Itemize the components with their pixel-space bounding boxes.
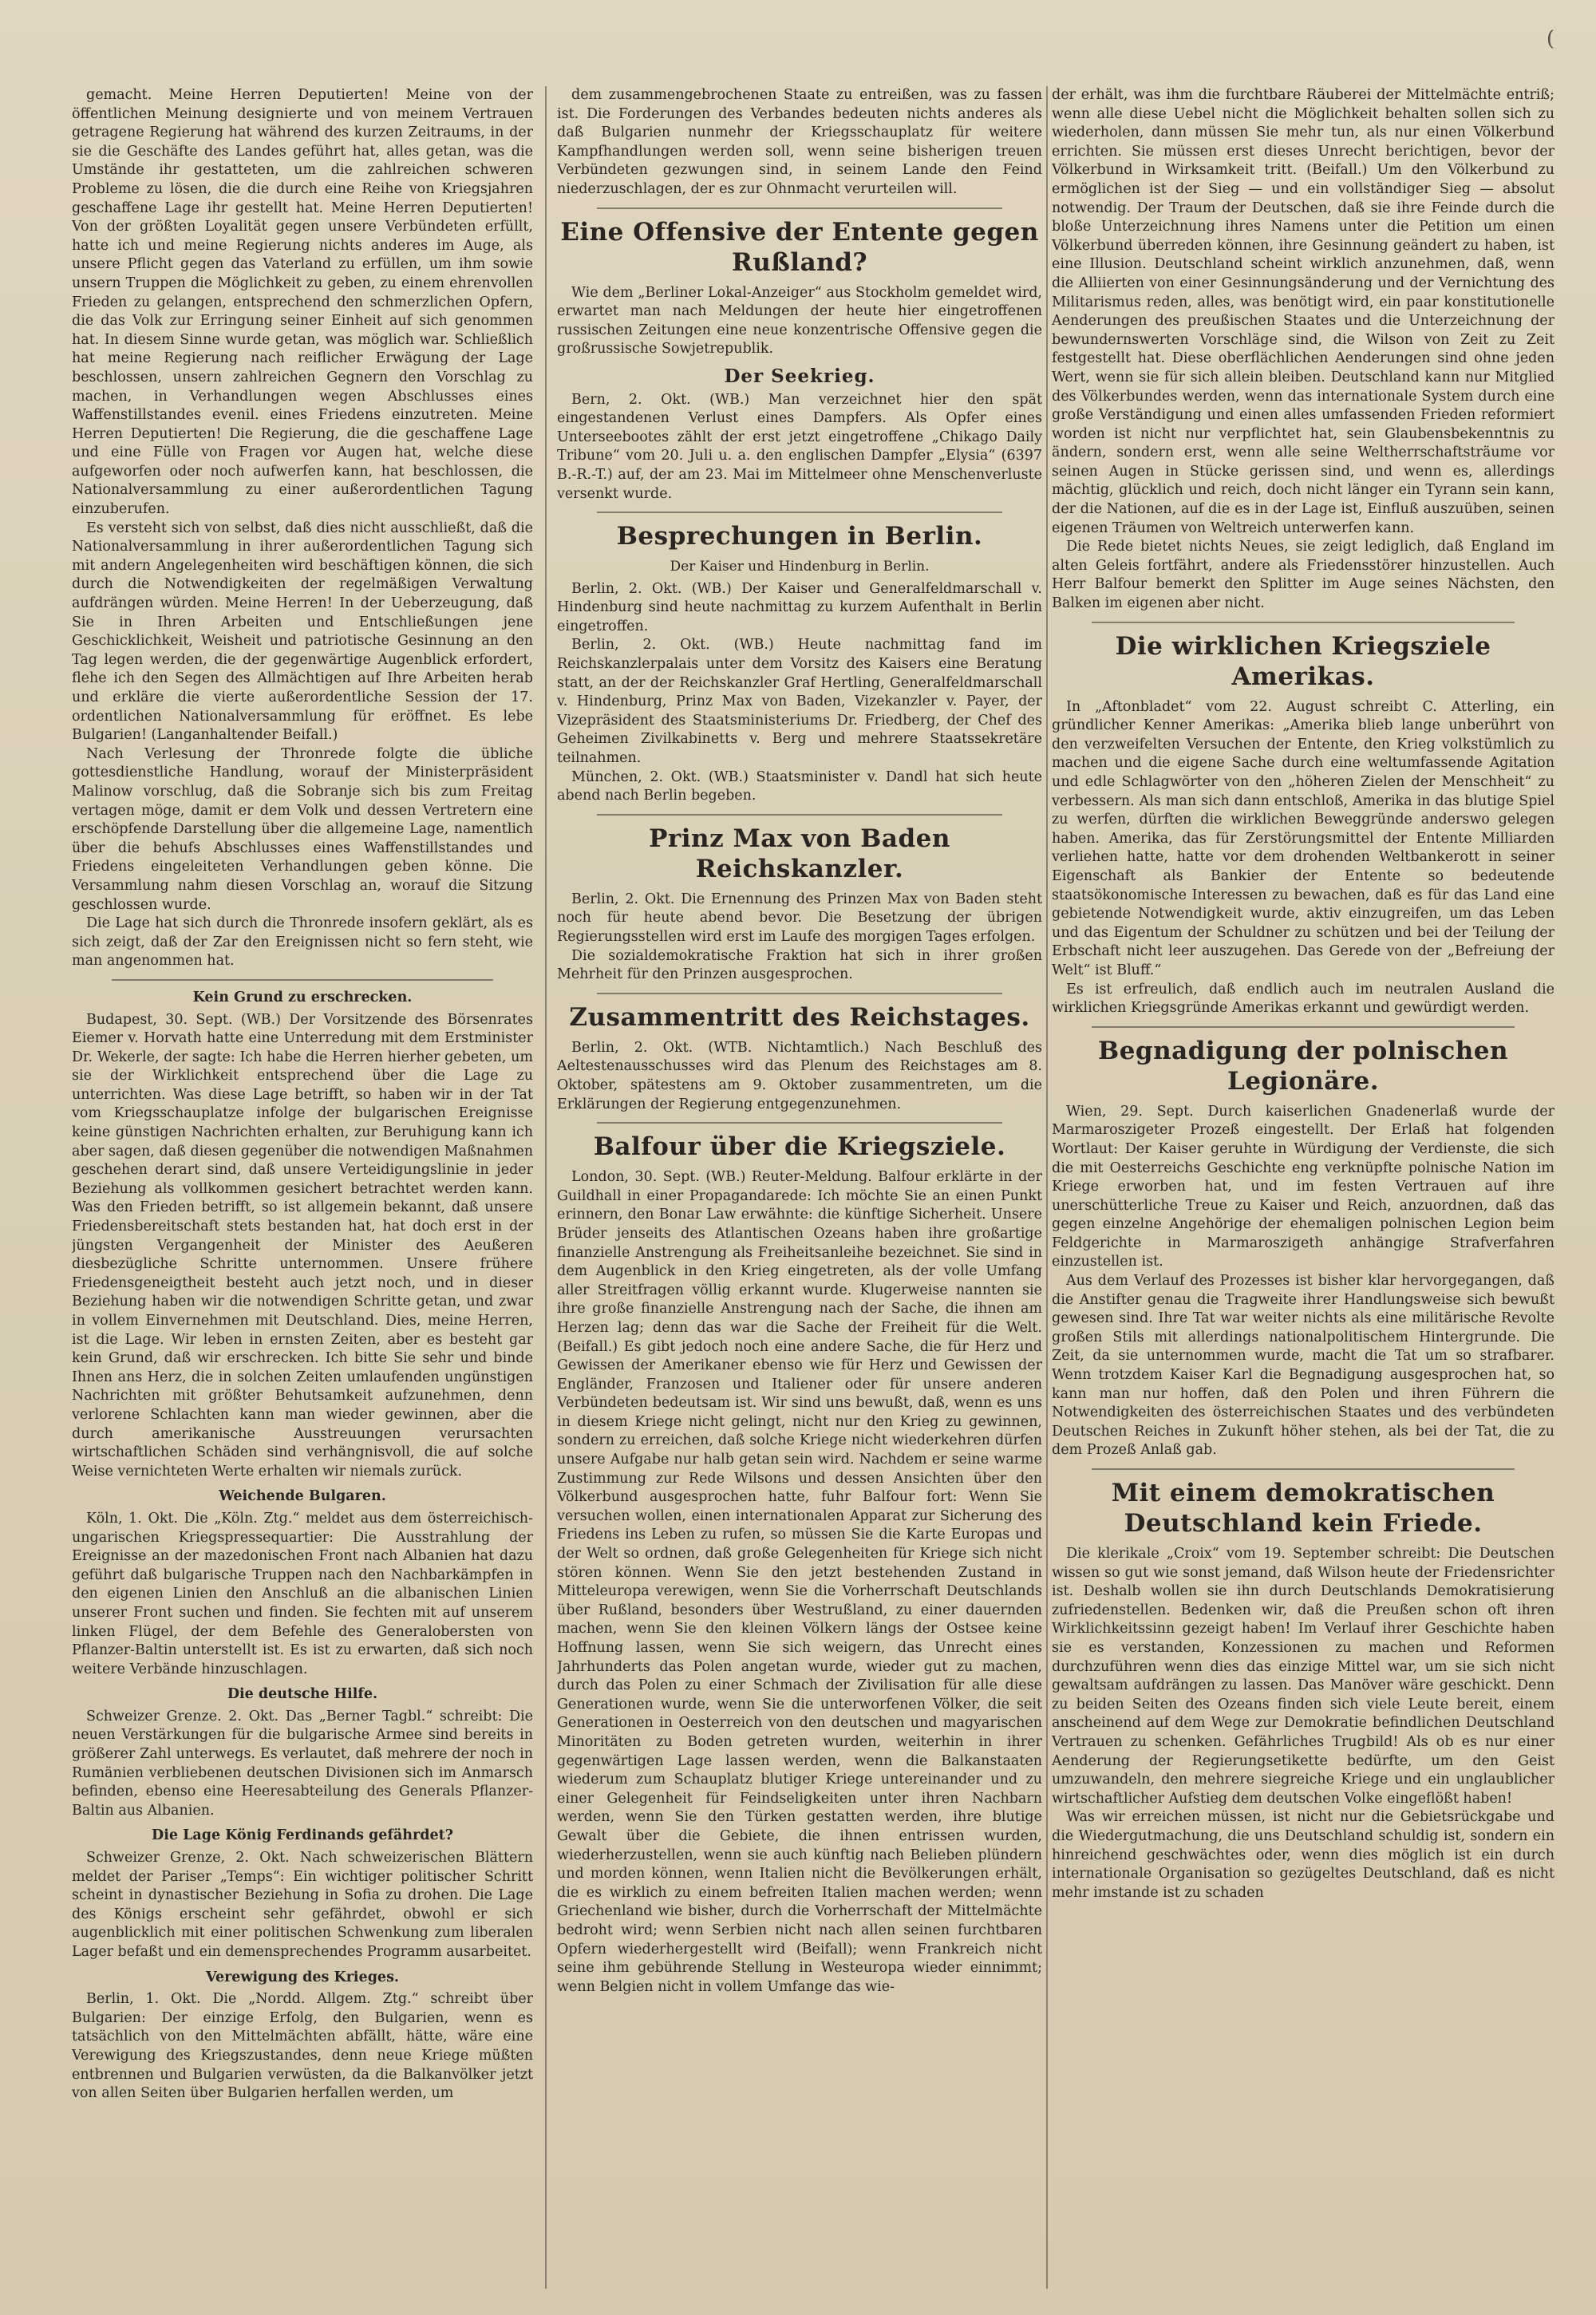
article-paragraph: Bern, 2. Okt. (WB.) Man verzeichnet hier den spät eingestandenen Verlust eines Dampfers. Als Opfer eines Unterseebootes zählt der erst jetzt eingetroffene „Chikago Daily Tribune“ vom 20. Juli u. a. den englischen Dampfer „Elysia“ (6397 B.-R.-T.) auf, der am 23. Mai im Mittelmeer ohne Menschenverluste versenkt wurde. — [557, 391, 1042, 502]
separator-rule — [597, 1122, 1002, 1124]
column-rule — [545, 86, 547, 2289]
article-paragraph: Wie dem „Berliner Lokal-Anzeiger“ aus Stockholm gemeldet wird, erwartet man nach Meldungen der heute hier eingetroffenen russischen Zeitungen eine neue konzentrische Offensive gegen die großrussische Sowjetrepublik. — [557, 284, 1042, 358]
separator-rule — [112, 979, 493, 981]
article-paragraph: Es ist erfreulich, daß endlich auch im neutralen Ausland die wirklichen Kriegsgründe Amerikas erkannt und gewürdigt werden. — [1052, 981, 1555, 1017]
article-paragraph: München, 2. Okt. (WB.) Staatsminister v. Dandl hat sich heute abend nach Berlin begeben. — [557, 768, 1042, 804]
article-paragraph: Berlin, 1. Okt. Die „Nordd. Allgem. Ztg.“ schreibt über Bulgarien: Der einzige Erfolg, den Bulgarien, wenn es tatsächlich von den Mittelmächten abfällt, hätte, wäre eine Verewigung des Kriegszustandes, denn neue Kriege müßten entbrennen und Bulgarien verwüsten, da die Balkanvölker jetzt von allen Seiten über Bulgarien herfallen werden, um — [72, 1991, 533, 2102]
article-paragraph: Nach Verlesung der Thronrede folgte die übliche gottesdienstliche Handlung, worauf der Ministerpräsident Malinow vorschlug, daß die Sobranje sich bis zum Freitag vertagen möge, damit er dem Volk und dessen Vertretern eine erschöpfende Darstellung über die allgemeine Lage, namentlich über die behufs Abschlusses eines Waffenstillstandes und Friedens eingeleiteten Verhandlungen geben könne. Die Versammlung nahm diesen Vorschlag an, worauf die Sitzung geschlossen wurde. — [72, 745, 533, 913]
separator-rule — [597, 993, 1002, 994]
column-2 — [557, 86, 1042, 2297]
article-headline: Mit einem demokratischen Deutschland kein Friede. — [1111, 1479, 1495, 1538]
article-paragraph: In „Aftonbladet“ vom 22. August schreibt C. Atterling, ein gründlicher Kenner Amerikas: „Amerika blieb lange unberührt von den verzweifelten Versuchen der Entente, den Krieg volkstümlich zu machen und die eigene Sache durch eine weltumfassende Agitation und edle Schlagwörter von den „höheren Zielen der Menschheit“ zu verbessern. Als man sich dann entschloß, Amerika in das blutige Spiel zu werfen, dürften die wirklichen Beweggründe anderswo gelegen haben. Amerika, das für Zerstörungsmittel der Entente Milliarden verliehen hatte, hatte vor dem drohenden Weltbankerott in seiner Eigenschaft als Bankier der Entente so bedeutende staatsökonomische Interessen zu bewachen, daß es für das Land eine gebietende Notwendigkeit wurde, aktiv einzugreifen, um das Leben und das Eigentum der Schuldner zu schützen und bei der Teilung der Erbschaft nicht leer auszugehen. Das Gerede von der „Befreiung der Welt“ ist Bluff.“ — [1052, 698, 1555, 978]
article-paragraph: Budapest, 30. Sept. (WB.) Der Vorsitzende des Börsenrates Eiemer v. Horvath hatte eine Unterredung mit dem Erstminister Dr. Wekerle, der sagte: Ich habe die Herren hierher gebeten, um sie der Wirklichkeit entsprechend über die Lage zu unterrichten. Was diese Lage betrifft, so haben wir in der Tat vom Kriegsschauplatze infolge der bulgarischen Ereignisse keine günstigen Nachrichten erhalten, zur Beruhigung kann ich aber sagen, daß diesen gegenüber die notwendigen Maßnahmen geschehen derart sind, daß unsere Verteidigungslinie in jeder Beziehung als vollkommen gesichert betrachtet werden kann. Was den Frieden betrifft, so ist allgemein bekannt, daß unsere Friedensbereitschaft stets bestanden hat, hat doch erst in der jüngsten Vergangenheit der Minister des Aeußeren diesbezügliche Schritte unternommen. Unsere frühere Friedensgeneigtheit besteht auch jetzt noch, und in dieser Beziehung haben wir die notwendigen Schritte getan, und zwar in vollem Einvernehmen mit Deutschland. Dies, meine Herren, ist die Lage. Wir leben in ernsten Zeiten, aber es besteht gar kein Grund, daß wir erschrecken. Ich bitte Sie sehr und binde Ihnen ans Herz, die in solchen Zeiten umlaufenden ungünstigen Nachrichten mit größter Behutsamkeit aufzunehmen, denn verlorene Schlachten kann man wieder gewinnen, aber die durch amerikanische Ausstreuungen verursachten wirtschaftlichen Schäden sind verhängnisvoll, die auf solche Weise vernichteten Werte erhalten wir niemals zurück. — [72, 1011, 533, 1479]
article-headline: Begnadigung der polnischen Legionäre. — [1098, 1036, 1508, 1096]
article-paragraph: Berlin, 2. Okt. (WB.) Der Kaiser und Generalfeldmarschall v. Hindenburg sind heute nachmittag zu kurzem Aufenthalt in Berlin eingetroffen. — [557, 580, 1042, 634]
article-paragraph: gemacht. Meine Herren Deputierten! Meine von der öffentlichen Meinung designierte und von meinem Vertrauen getragene Regierung hat während des kurzen Zeitraums, in der sie die Geschäfte des Landes geführt hat, alles getan, was die Umstände ihr gestatteten, um die zahlreichen schweren Probleme zu lösen, die die durch eine Reihe von Kriegsjahren geschaffene Lage ihr gestellt hat. Meine Herren Deputierten! Von der größten Loyalität gegen unsere Verbündeten erfüllt, hatte ich und meine Regierung nichts anderes im Auge, als unsere Pflicht gegen das Vaterland zu erfüllen, um ihm sowie unsern Truppen die Möglichkeit zu geben, zu einem ehrenvollen Frieden zu gelangen, entsprechend den schmerzlichen Opfern, die das Volk zur Erringung seiner Einheit auf sich genommen hat. In diesem Sinne wurde getan, was möglich war. Schließlich hat meine Regierung nach reiflicher Erwägung der Lage beschlossen, unsern zahlreichen Gegnern den Vorschlag zu machen, in Verhandlungen wegen Abschlusses eines Waffenstillstandes evenil. eines Friedens einzutreten. Meine Herren Deputierten! Die Regierung, die die geschaffene Lage und eine Fülle von Fragen vor Augen hat, welche diese aufgeworfen oder noch aufwerfen kann, hat beschlossen, die Nationalversammlung zu einer außerordentlichen Tagung einzuberufen. — [72, 87, 533, 518]
article-headline: Besprechungen in Berlin. — [616, 522, 983, 551]
article-paragraph: Die klerikale „Croix“ vom 19. September schreibt: Die Deutschen wissen so gut wie sonst jemand, daß Wilson heute der Friedensrichter ist. Deshalb wollen sie ihn durch Deutschlands Demokratisierung zufriedenstellen. Bedenken wir, daß die Preußen schon oft ihren Wirklichkeitssinn gezeigt haben! Im Verlauf ihrer Geschichte haben sie es verstanden, Konzessionen zu machen und Reformen durchzuführen wenn dies das einzige Mittel war, um sie sich nicht gewaltsam aufdrängen zu lassen. Das Manöver wäre geschickt. Denn zu beiden Seiten des Ozeans finden sich viele Leute bereit, einem anscheinend auf dem Wege zur Demokratie befindlichen Deutschland Vertrauen zu schenken. Gefährliches Trugbild! Als ob es nur einer Aenderung der Regierungsetikette bedürfte, um den Geist umzuwandeln, den mehrere siegreiche Kriege und ein unglaublicher wirtschaftlicher Aufstieg dem deutschen Volke eingeflößt haben! — [1052, 1546, 1555, 1807]
article-subtitle: Der Kaiser und Hindenburg in Berlin. — [670, 559, 930, 575]
sub-headline: Weichende Bulgaren. — [219, 1488, 386, 1505]
article-paragraph: Die sozialdemokratische Fraktion hat sich in ihrer großen Mehrheit für den Prinzen ausgesprochen. — [557, 947, 1042, 983]
article-paragraph: Was wir erreichen müssen, ist nicht nur die Gebietsrückgabe und die Wiedergutmachung, die uns Deutschland schuldig ist, sondern ein hinreichend geschwächtes oder, wenn dies möglich ist ein durch internationale Organisation so gezügeltes Deutschland, daß es nicht mehr imstande ist zu schaden — [1052, 1809, 1555, 1901]
article-paragraph: Es versteht sich von selbst, daß dies nicht ausschließt, daß die Nationalversammlung in ihrer außerordentlichen Tagung sich mit andern Angelegenheiten wird beschäftigen können, die sich durch die Notwendigkeiten der regelmäßigen Verwaltung aufdrängen würden. Meine Herren! In der Ueberzeugung, daß Sie in Ihren Arbeiten und Entschließungen jene Geschicklichkeit, Weisheit und patriotische Gesinnung an den Tag legen werden, die der gegenwärtige Augenblick erfordert, flehe ich den Segen des Allmächtigen auf Ihre Arbeiten herab und erkläre die vierte außerordentliche Session der 17. ordentlichen Nationalversammlung für eröffnet. Es lebe Bulgarien! (Langanhaltender Beifall.) — [72, 519, 533, 744]
separator-rule — [597, 207, 1002, 209]
column-rule — [1046, 86, 1048, 2289]
sub-headline: Verewigung des Krieges. — [205, 1969, 400, 1985]
article-headline: Balfour über die Kriegsziele. — [593, 1132, 1006, 1162]
separator-rule — [1092, 1026, 1515, 1028]
article-paragraph: dem zusammengebrochenen Staate zu entreißen, was zu fassen ist. Die Forderungen des Verbandes bedeuten nichts anderes als daß Bulgarien nunmehr der Kriegsschauplatz für weitere Kampfhandlungen werden soll, wenn seine bisherigen treuen Verbündeten gezwungen sind, in seinem Lande den Feind niederzuschlagen, der es zur Ohnmacht verurteilen will. — [557, 87, 1042, 197]
separator-rule — [597, 512, 1002, 513]
article-paragraph: Berlin, 2. Okt. (WTB. Nichtamtlich.) Nach Beschluß des Aeltestenausschusses wird das Plenum des Reichstages am 8. Oktober, spätestens am 9. Oktober zusammentreten, um die Erklärungen der Regierung entgegenzunehmen. — [557, 1039, 1042, 1112]
separator-rule — [1092, 622, 1515, 623]
page-mark: ( — [1546, 27, 1555, 51]
section-headline: Der Seekrieg. — [724, 365, 875, 387]
article-paragraph: Berlin, 2. Okt. Die Ernennung des Prinzen Max von Baden steht noch für heute abend bevor. Die Besetzung der übrigen Regierungsstellen wird erst im Laufe des morgigen Tages erfolgen. — [557, 891, 1042, 945]
sub-headline: Die deutsche Hilfe. — [227, 1686, 378, 1703]
article-headline: Die wirklichen Kriegsziele Amerikas. — [1115, 631, 1491, 691]
separator-rule — [1092, 1468, 1515, 1470]
sub-headline: Kein Grund zu erschrecken. — [192, 989, 413, 1005]
article-paragraph: Wien, 29. Sept. Durch kaiserlichen Gnadenerlaß wurde der Marmaroszigeter Prozeß eingestellt. Der Erlaß hat folgenden Wortlaut: Der Kaiser geruhte in Würdigung der Verdienste, die sich die mit Oesterreichs Geschichte eng verknüpfte polnische Nation im Kriege erworben hat, und im festen Vertrauen auf ihre unerschütterliche Treue zu Kaiser und Reich, anzuordnen, daß das gegen einzelne Angehörige der ehemaligen polnischen Legion beim Feldgerichte in Marmaroszigeth anhängige Strafverfahren einzustellen ist. — [1052, 1103, 1555, 1270]
article-paragraph: London, 30. Sept. (WB.) Reuter-Meldung. Balfour erklärte in der Guildhall in einer Propagandarede: Ich möchte Sie an einen Punkt erinnern, den Bonar Law erwähnte: die künftige Sicherheit. Unsere Brüder jenseits des Atlantischen Ozeans haben ihre großartige finanzielle Anstrengung als Freiheitsanleihe bezeichnet. Sie sind in dem Augenblick in den Krieg eingetreten, als der volle Umfang aller Streitfragen völlig erkannt wurde. Klugerweise nannten sie ihre große finanzielle Anstrengung nach der Sache, die ihnen am Herzen lag; denn das war die Sache der Freiheit für die Welt. (Beifall.) Es gibt jedoch noch eine andere Sache, die für Herz und Gewissen der Amerikaner ebenso wie für Herz und Gewissen der Engländer, Franzosen und Italiener oder für unsere anderen Verbündeten bedeutsam ist. Wir sind uns bewußt, daß, wenn es uns in diesem Kriege nicht gelingt, nicht nur den Krieg zu gewinnen, sondern zu erreichen, daß solche Kriege nicht wiederkehren dürfen unsere Aufgabe nur halb getan sein wird. Nachdem er seine warme Zustimmung zur Rede Wilsons und dessen Ansichten über den Völkerbund ausgesprochen hatte, fuhr Balfour fort: Wenn Sie versuchen wollen, einen internationalen Apparat zur Sicherung des Friedens ins Leben zu rufen, so müssen Sie die Karte Europas und der Welt so ordnen, daß große Gelegenheiten für Kriege sich nicht stören können. Wenn Sie den jetzt bestehenden Zustand in Mitteleuropa verewigen, wenn Sie die Vorherrschaft Deutschlands über Rußland, besonders über Westrußland, zu einer dauernden machen, wenn Sie den kleinen Völkern längs der Ostsee keine Hoffnung lassen, wenn Sie sich weigern, das Unrecht eines Jahrhunderts das Polen angetan wurde, wieder gut zu machen, durch das Polen zu einer Schmach der Zivilisation für alle diese Generationen wurde, wenn Sie die unterworfenen Völker, die seit Generationen in Oesterreich von den deutschen und magyarischen Minoritäten zu Boden getreten wurden, weiterhin in ihrer gegenwärtigen Lage lassen werden, wenn die Balkanstaaten wiederum zum Schauplatz blutiger Kriege untereinander und zu einer Gelegenheit für Feindseligkeiten unter ihren Nachbarn werden, wenn Sie den Türken gestatten werden, ihre blutige Gewalt über die Gebiete, die ihnen entrissen wurden, wiederherzustellen, wenn sie auch künftig nach Belieben plündern und morden können, wenn Italien nicht die Bevölkerungen erhält, die es wirklich zu einem befreiten Italien machen werden; wenn Griechenland wie bisher, durch die Vorherrschaft der Mittelmächte bedroht wird; wenn Serbien nicht nach allen seinen furchtbaren Opfern wiederhergestellt wird (Beifall); wenn Frankreich nicht seine ihm gebührende Stellung in Westeuropa wieder einnimmt; wenn Belgien nicht in vollem Umfange das wie- — [557, 1169, 1042, 1995]
article-paragraph: Schweizer Grenze, 2. Okt. Nach schweizerischen Blättern meldet der Pariser „Temps“: Ein wichtiger politischer Schritt scheint in dynastischer Beziehung in Sofia zu drohen. Die Lage des Königs erscheint sehr gefährdet, obwohl er sich augenblicklich mit einer politischen Schwenkung zum liberalen Lager befaßt und ein demensprechendes Programm ausarbeitet. — [72, 1850, 533, 1960]
article-headline: Eine Offensive der Entente gegen Rußland? — [560, 217, 1039, 277]
article-paragraph: Köln, 1. Okt. Die „Köln. Ztg.“ meldet aus dem österreichisch-ungarischen Kriegspressequartier: Die Ausstrahlung der Ereignisse an der mazedonischen Front nach Albanien hat dazu geführt daß bulgarische Truppen nach den Nachbarkämpfen in den eigenen Linien den Anschluß an die albanischen Linien unserer Front suchen und finden. Sie fechten mit auf unserem linken Flügel, der dem Befehle des Generalobersten von Pflanzer-Baltin unterstellt ist. Es ist zu erwarten, daß sich noch weitere Verbände hinzuschlagen. — [72, 1510, 533, 1677]
article-headline: Zusammentritt des Reichstages. — [569, 1002, 1030, 1032]
separator-rule — [597, 814, 1002, 816]
article-paragraph: Die Rede bietet nichts Neues, sie zeigt lediglich, daß England im alten Geleis fortfährt, andere als Friedensstörer hinzustellen. Auch Herr Balfour bemerkt den Splitter im Auge seines Nächsten, den Balken im eigenen aber nicht. — [1052, 539, 1555, 612]
article-paragraph: Die Lage hat sich durch die Thronrede insofern geklärt, als es sich zeigt, daß der Zar den Ereignissen nicht so fern steht, wie man angenommen hat. — [72, 915, 533, 970]
article-paragraph: Aus dem Verlauf des Prozesses ist bisher klar hervorgegangen, daß die Anstifter genau die Tragweite ihrer Handlungsweise sich bewußt gewesen sind. Ihre Tat war weiter nichts als eine militärische Revolte großen Stils mit allerdings nationalpolitischem Hintergrunde. Die Zeit, da sie unternommen wurde, macht die Tat um so strafbarer. Wenn trotzdem Kaiser Karl die Begnadigung ausgesprochen hat, so kann man nur hoffen, daß den Polen und ihren Führern die Notwendigkeiten des österreichischen Staates und des verbündeten Deutschen Reiches in Zukunft höher stehen, als bei der Tat, die zu dem Prozeß Anlaß gab. — [1052, 1273, 1555, 1459]
article-paragraph: Berlin, 2. Okt. (WB.) Heute nachmittag fand im Reichskanzlerpalais unter dem Vorsitz des Kaisers eine Beratung statt, an der der Reichskanzler Graf Hertling, Generalfeldmarschall v. Hindenburg, Prinz Max von Baden, Vizekanzler v. Payer, der Vizepräsident des Staatsministeriums Dr. Friedberg, der Chef des Geheimen Zivilkabinetts v. Berg und mehrere Staatssekretäre teilnahmen. — [557, 637, 1042, 767]
article-paragraph: der erhält, was ihm die furchtbare Räuberei der Mittelmächte entriß; wenn alle diese Uebel nicht die Möglichkeit behalten sollen sich zu wiederholen, dann müssen Sie mehr tun, als nur einen Völkerbund errichten. Sie müssen erst dieses Unrecht berichtigen, bevor der Völkerbund in Wirksamkeit tritt. (Beifall.) Um den Völkerbund zu ermöglichen ist der Sieg — und ein vollständiger Sieg — absolut notwendig. Der Traum der Deutschen, daß sie ihre Feinde durch die bloße Unterzeichnung ihres Namens unter die Petition um einen Völkerbund überreden können, ihre Gesinnung geändert zu haben, ist eine Illusion. Deutschland scheint wirklich anzunehmen, daß, wenn die Alliierten von einer Gesinnungsänderung und der Vernichtung des Militarismus reden, alles, was benötigt wird, ein paar konstitutionelle Aenderungen des preußischen Staates und die Unterzeichnung der bewundernswerten Vorschläge sind, die Wilson von Zeit zu Zeit festgestellt hat. Diese oberflächlichen Aenderungen sind ohne jeden Wert, wenn sie für sich allein bleiben. Deutschland kann nur Mitglied des Völkerbundes werden, wenn das internationale System durch eine große Verständigung und einen alles umfassenden Frieden reformiert worden ist nicht nur verpflichtet hat, sein Glaubensbekenntnis zu ändern, sondern erst, wenn alle seine Weltherrschaftsträume vor seinen Augen in Stücke gerissen sind, und wenn es, allerdings mächtig, glücklich und reich, doch nicht länger ein Tyrann sein kann, der die Nationen, auf die es in der Lage ist, Einfluß auszuüben, seinen eigenen Träumen von Weltreich unterwerfen kann. — [1052, 87, 1555, 536]
article-headline: Prinz Max von Baden Reichskanzler. — [649, 824, 950, 883]
column-3 — [1052, 86, 1555, 2297]
column-1 — [72, 86, 533, 2297]
sub-headline: Die Lage König Ferdinands gefährdet? — [152, 1827, 453, 1844]
article-paragraph: Schweizer Grenze. 2. Okt. Das „Berner Tagbl.“ schreibt: Die neuen Verstärkungen für die bulgarische Armee sind bereits in größerer Zahl unterwegs. Es verlautet, daß mehrere der noch in Rumänien verbliebenen deutschen Divisionen sich im Anmarsch befinden, ebenso eine Heeresabteilung des Generals Pflanzer-Baltin aus Albanien. — [72, 1708, 533, 1819]
